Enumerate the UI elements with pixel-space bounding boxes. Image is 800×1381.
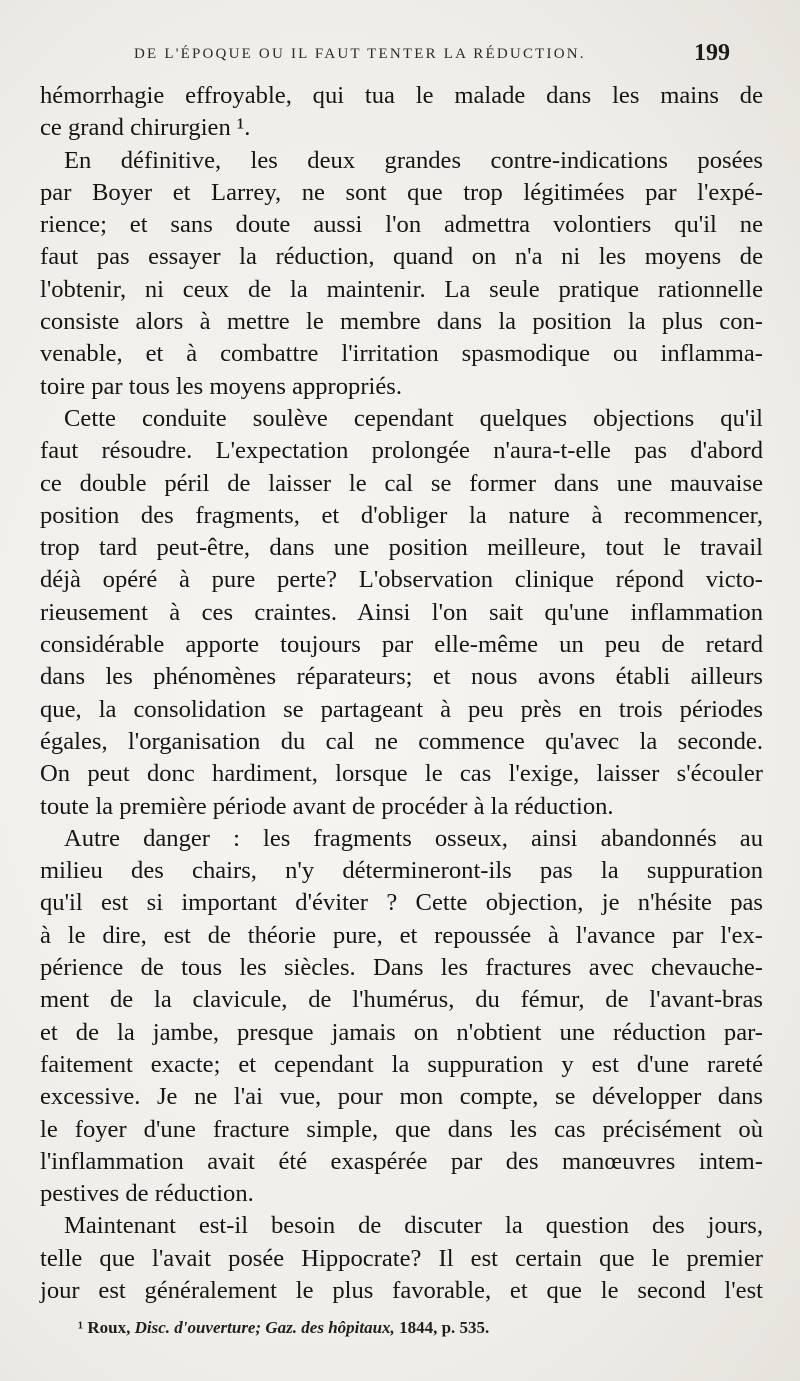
page-number: 199: [694, 40, 730, 66]
text-line: consiste alors à mettre le membre dans la position la plus con-: [40, 308, 763, 336]
text-line: trop tard peut-être, dans une position meilleure, tout le travail: [40, 534, 763, 562]
page-header: [120, 40, 730, 70]
text-line: Autre danger : les fragments osseux, ainsi abandonnés au: [64, 824, 763, 852]
text-line: toute la première période avant de procéder à la réduction.: [40, 792, 614, 820]
text-line: l'obtenir, ni ceux de la maintenir. La seule pratique rationnelle: [40, 275, 763, 303]
text-line: égales, l'organisation du cal ne commence qu'avec la seconde.: [40, 727, 763, 755]
text-line: On peut donc hardiment, lorsque le cas l'exige, laisser s'écouler: [40, 760, 763, 788]
text-line: faut résoudre. L'expectation prolongée n'aura-t-elle pas d'abord: [40, 437, 763, 465]
text-line: ce double péril de laisser le cal se former dans une mauvaise: [40, 469, 763, 497]
footnote: [78, 1318, 718, 1338]
footnote-journal: Gaz. des hôpitaux,: [265, 1318, 395, 1337]
text-line: jour est généralement le plus favorable, et que le second l'est: [40, 1276, 763, 1304]
text-line: qu'il est si important d'éviter ? Cette objection, je n'hésite pas: [40, 889, 763, 917]
text-line: position des fragments, et d'obliger la nature à recommencer,: [40, 501, 763, 529]
text-line: à le dire, est de théorie pure, et repoussée à l'avance par l'ex-: [40, 921, 763, 949]
text-line: par Boyer et Larrey, ne sont que trop légitimées par l'expé-: [40, 178, 763, 206]
footnote-author: Roux,: [87, 1318, 131, 1337]
text-line: milieu des chairs, n'y détermineront-ils pas la suppuration: [40, 857, 763, 885]
text-line: pestives de réduction.: [40, 1180, 254, 1208]
text-line: le foyer d'une fracture simple, que dans les cas précisément où: [40, 1115, 763, 1143]
text-line: et de la jambe, presque jamais on n'obtient une réduction par-: [40, 1018, 763, 1046]
text-line: considérable apporte toujours par elle-même un peu de retard: [40, 631, 763, 659]
text-line: dans les phénomènes réparateurs; et nous avons établi ailleurs: [40, 663, 763, 691]
footnote-citation: 1844, p. 535.: [399, 1318, 490, 1337]
text-line: ment de la clavicule, de l'humérus, du fémur, de l'avant-bras: [40, 986, 763, 1014]
running-head: DE L'ÉPOQUE OU IL FAUT TENTER LA RÉDUCTION.: [134, 46, 586, 62]
body-text: [40, 80, 763, 1307]
text-line: excessive. Je ne l'ai vue, pour mon compte, se développer dans: [40, 1083, 763, 1111]
text-line: faitement exacte; et cependant la suppuration y est d'une rareté: [40, 1050, 763, 1078]
footnote-marker: ¹: [78, 1318, 84, 1337]
text-line: que, la consolidation se partageant à peu près en trois périodes: [40, 695, 763, 723]
text-line: En définitive, les deux grandes contre-indications posées: [64, 146, 763, 174]
text-line: toire par tous les moyens appropriés.: [40, 372, 402, 400]
text-line: déjà opéré à pure perte? L'observation clinique répond victo-: [40, 566, 763, 594]
text-line: Maintenant est-il besoin de discuter la question des jours,: [64, 1212, 763, 1240]
text-line: faut pas essayer la réduction, quand on n'a ni les moyens de: [40, 243, 763, 271]
text-line: Cette conduite soulève cependant quelques objections qu'il: [64, 404, 763, 432]
footnote-title: Disc. d'ouverture;: [134, 1318, 262, 1337]
text-line: hémorrhagie effroyable, qui tua le malade dans les mains de: [40, 82, 763, 109]
text-line: ce grand chirurgien ¹.: [40, 114, 251, 142]
text-line: rieusement à ces craintes. Ainsi l'on sait qu'une inflammation: [40, 598, 763, 626]
text-line: rience; et sans doute aussi l'on admettra volontiers qu'il ne: [40, 211, 763, 239]
text-line: l'inflammation avait été exaspérée par des manœuvres intem-: [40, 1147, 763, 1175]
text-line: périence de tous les siècles. Dans les fractures avec chevauche-: [40, 954, 763, 982]
text-line: telle que l'avait posée Hippocrate? Il est certain que le premier: [40, 1244, 763, 1272]
text-line: venable, et à combattre l'irritation spasmodique ou inflamma-: [40, 340, 763, 368]
